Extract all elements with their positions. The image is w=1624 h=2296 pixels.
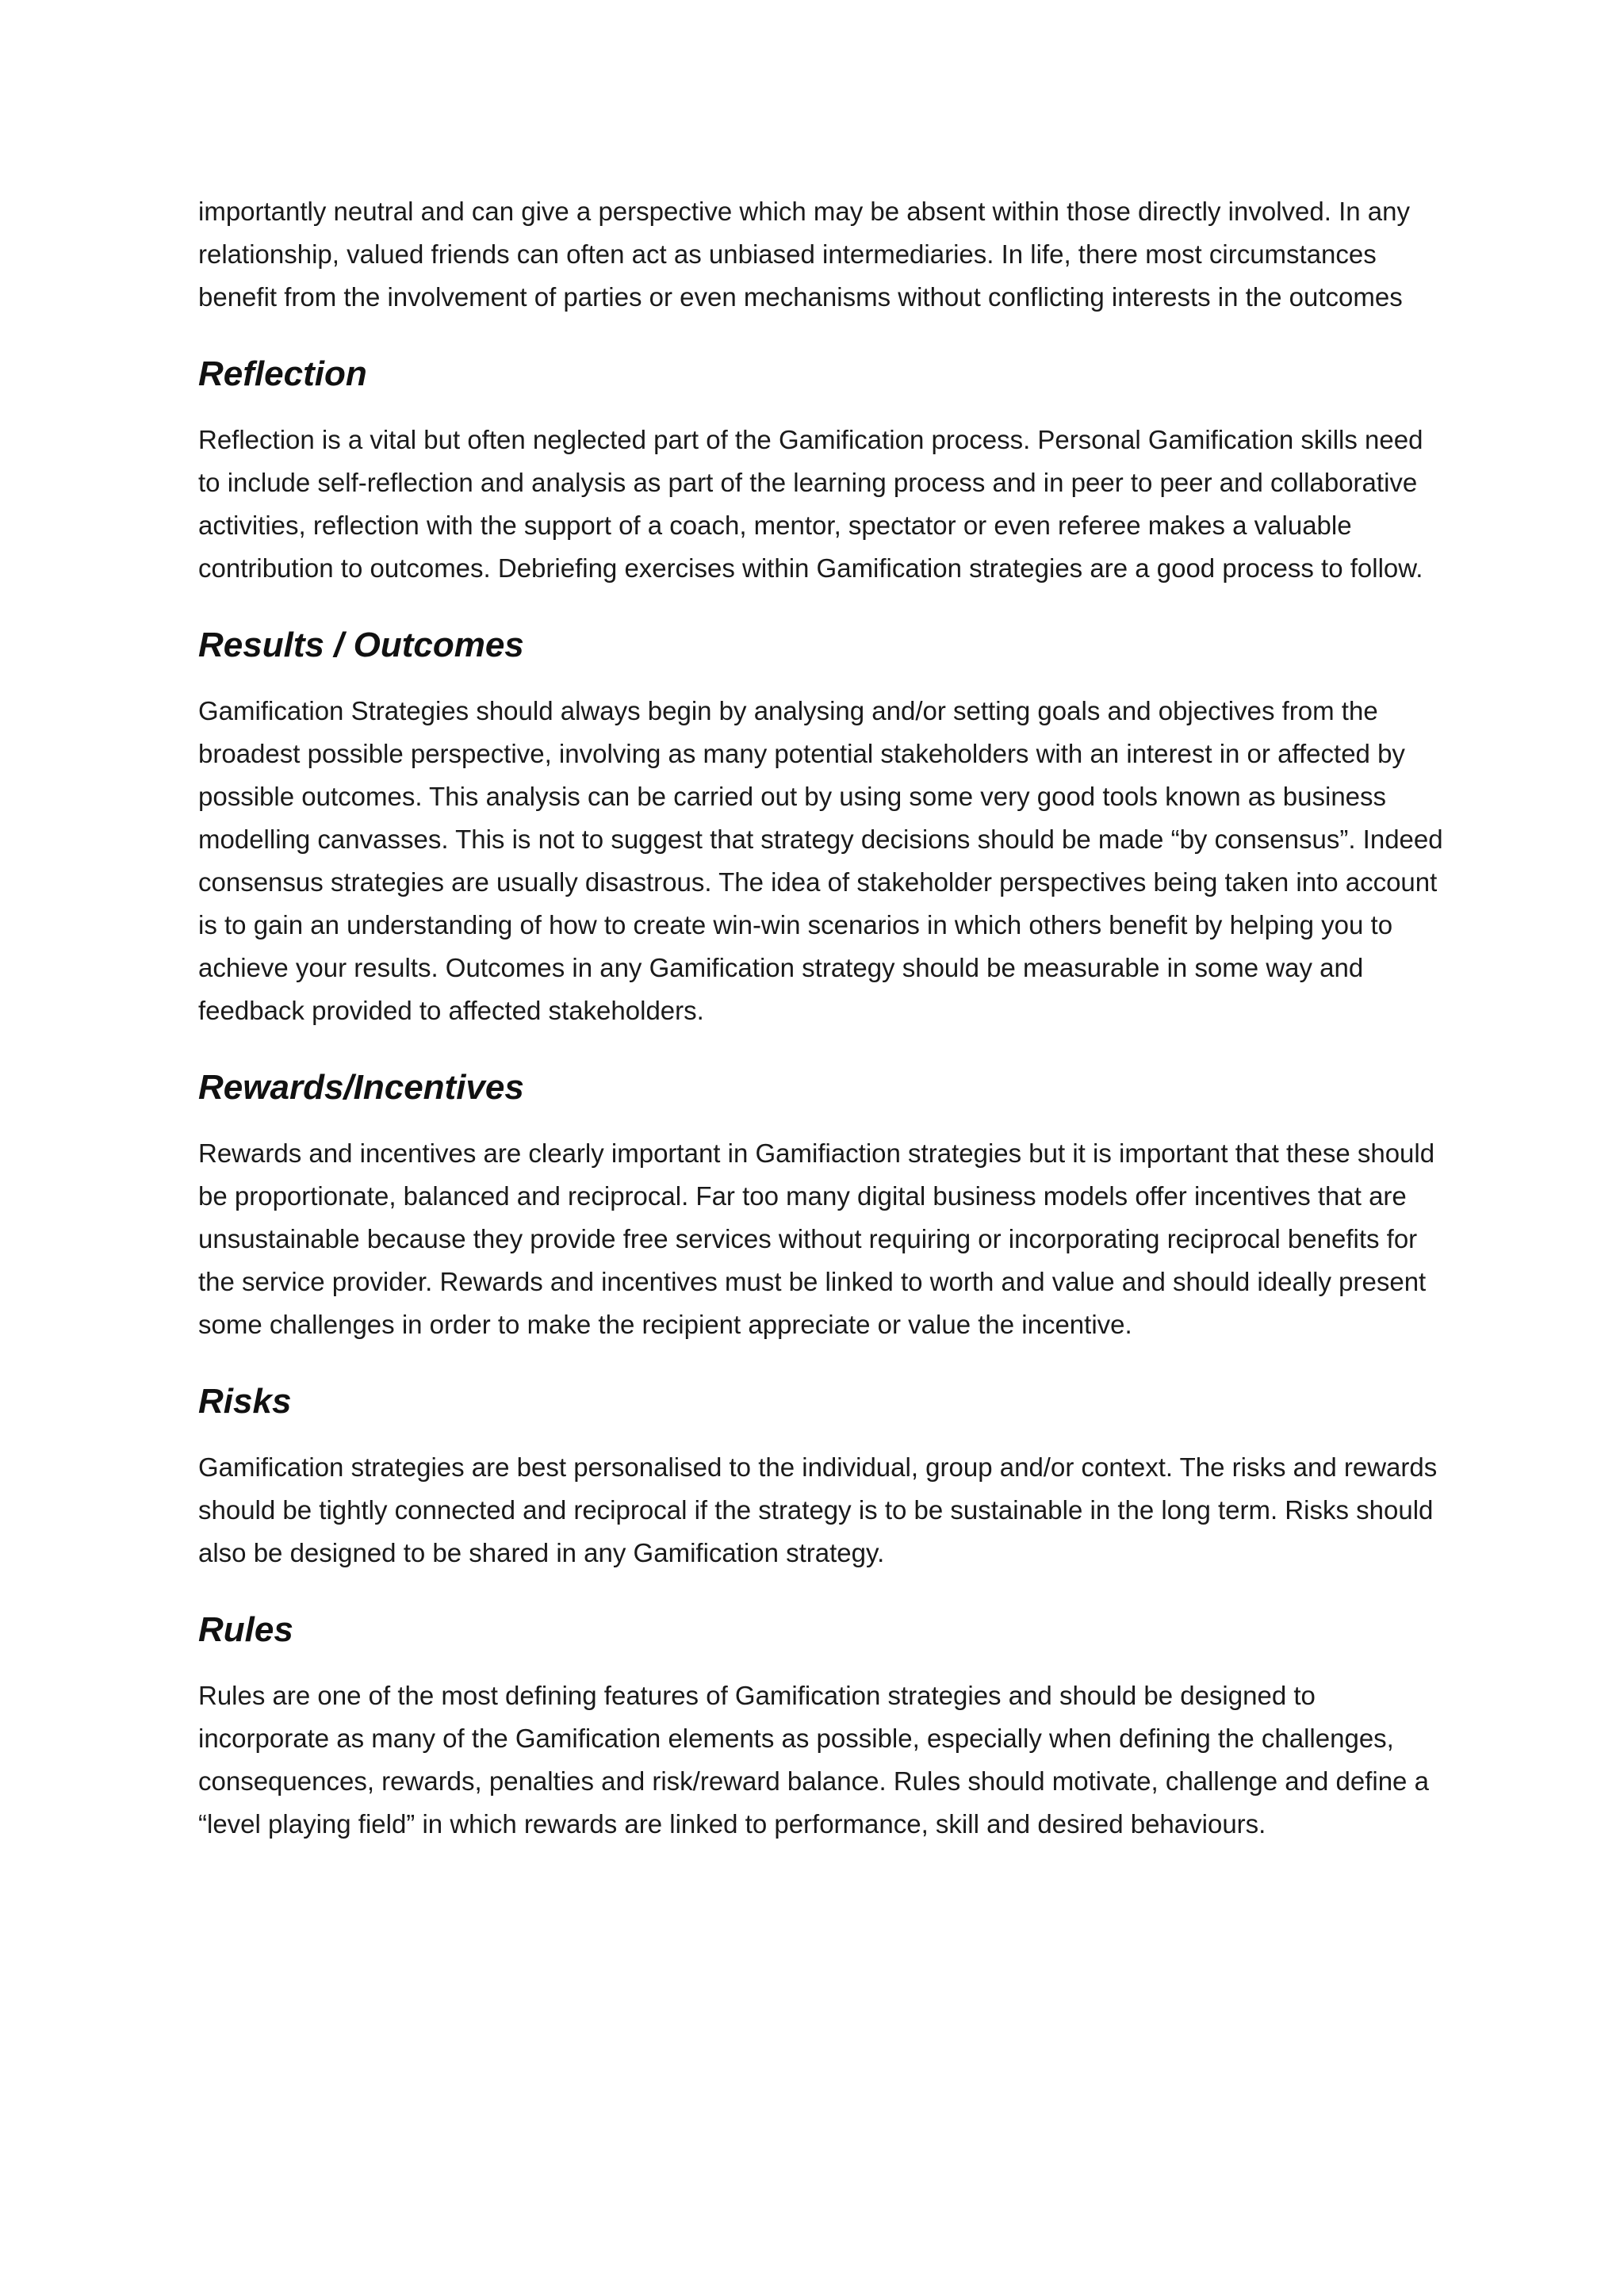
section-heading-rewards-incentives: Rewards/Incentives: [198, 1068, 524, 1107]
section-rewards-incentives: [198, 1066, 1451, 1346]
section-body-rewards-incentives: Rewards and incentives are clearly important in Gamifiaction strategies but it is important that these should be proportionate, balanced and reciprocal. Far too many digital business models offer incentives that are unsustainable because they provide free services without requiring or incorporating reciprocal benefits for the service provider. Rewards and incentives must be linked to worth and value and should ideally present some challenges in order to make the recipient appreciate or value the incentive.: [198, 1138, 1435, 1339]
section-reflection: [198, 352, 1451, 590]
section-heading-risks: Risks: [198, 1382, 292, 1421]
section-heading-results-outcomes: Results / Outcomes: [198, 626, 524, 664]
section-risks: [198, 1380, 1451, 1575]
section-body-risks: Gamification strategies are best personalised to the individual, group and/or context. The risks and rewards should be tightly connected and reciprocal if the strategy is to be sustainable in the long term. Risks should also be designed to be shared in any Gamification strategy.: [198, 1452, 1438, 1567]
section-body-rules: Rules are one of the most defining features of Gamification strategies and should be designed to incorporate as many of the Gamification elements as possible, especially when defining the challenges, consequences, rewards, penalties and risk/reward balance. Rules should motivate, challenge and define a “level playing field” in which rewards are linked to performance, skill and desired behaviours.: [198, 1681, 1429, 1839]
section-body-reflection: Reflection is a vital but often neglected part of the Gamification process. Personal Gamification skills need to include self-reflection and analysis as part of the learning process and in peer to peer and collaborative activities, reflection with the support of a coach, mentor, spectator or even referee makes a valuable contribution to outcomes. Debriefing exercises within Gamification strategies are a good process to follow.: [198, 425, 1423, 583]
section-heading-reflection: Reflection: [198, 354, 367, 393]
intro-paragraph: importantly neutral and can give a perspective which may be absent within those directly involved. In any relationship, valued friends can often act as unbiased intermediaries. In life, there most circumstances benefit from the involvement of parties or even mechanisms without conflicting interests in the outcomes: [198, 197, 1410, 312]
section-heading-rules: Rules: [198, 1610, 293, 1649]
section-body-results-outcomes: Gamification Strategies should always begin by analysing and/or setting goals and objectives from the broadest possible perspective, involving as many potential stakeholders with an interest in or affected by possible outcomes. This analysis can be carried out by using some very good tools known as business modelling canvasses. This is not to suggest that strategy decisions should be made “by consensus”. Indeed consensus strategies are usually disastrous. The idea of stakeholder perspectives being taken into account is to gain an understanding of how to create win-win scenarios in which others benefit by helping you to achieve your results. Outcomes in any Gamification strategy should be measurable in some way and feedback provided to affected stakeholders.: [198, 696, 1443, 1025]
section-rules: [198, 1608, 1451, 1846]
document-page: [198, 190, 1451, 1846]
section-results-outcomes: [198, 623, 1451, 1032]
